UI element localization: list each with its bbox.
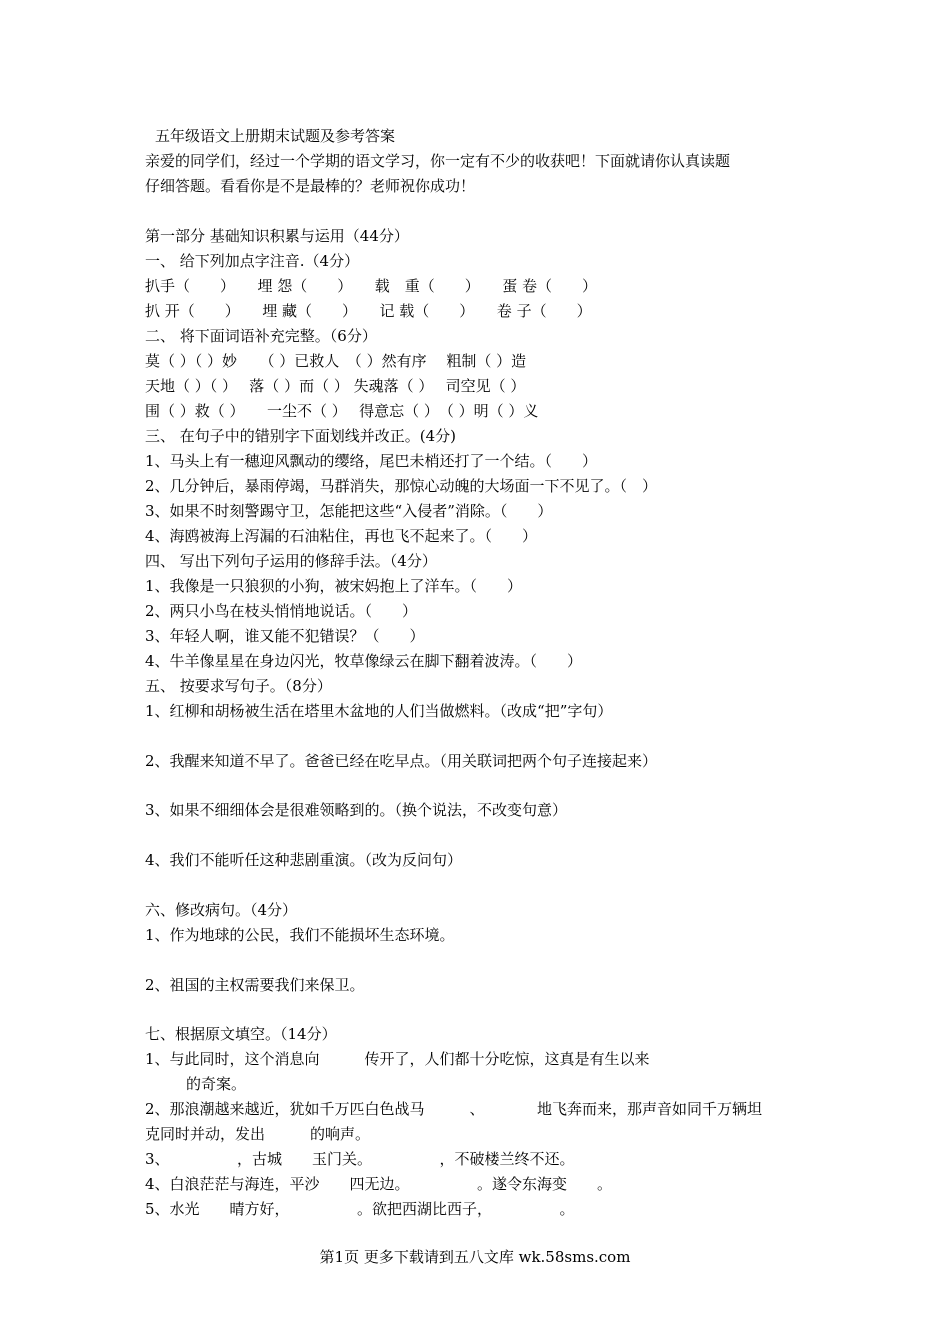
section7-line-5: 3、 ，古城 玉门关。 ，不破楼兰终不还。 xyxy=(145,1150,575,1168)
section5-item-2: 2、我醒来知道不早了。爸爸已经在吃早点。（用关联词把两个句子连接起来） xyxy=(145,752,658,770)
intro-line-1: 亲爱的同学们，经过一个学期的语文学习，你一定有不少的收获吧！下面就请你认真读题 xyxy=(145,152,731,170)
section5-item-1: 1、红柳和胡杨被生活在塔里木盆地的人们当做燃料。（改成“把”字句） xyxy=(145,702,613,720)
section6-heading: 六、修改病句。（4分） xyxy=(145,901,298,919)
section7-line-6: 4、白浪茫茫与海连，平沙 四无边。 。遂令东海变 。 xyxy=(145,1175,613,1193)
doc-title: 五年级语文上册期末试题及参考答案 xyxy=(155,127,396,145)
section2-row-1: 莫（ ）（ ）妙 （ ）已救人 （ ）然有序 粗制（ ）造 xyxy=(145,352,527,370)
section7-line-1: 1、与此同时，这个消息向 传开了，人们都十分吃惊，这真是有生以来 xyxy=(145,1050,650,1068)
part1-heading: 第一部分 基础知识积累与运用（44分） xyxy=(145,227,409,245)
section5-item-3: 3、如果不细细体会是很难领略到的。（换个说法，不改变句意） xyxy=(145,801,568,819)
section3-item-3: 3、如果不时刻警踢守卫，怎能把这些“入侵者”消除。（ ） xyxy=(145,502,553,520)
section4-item-2: 2、两只小鸟在枝头悄悄地说话。（ ） xyxy=(145,602,418,620)
section7-line-7: 5、水光 晴方好， 。欲把西湖比西子， 。 xyxy=(145,1200,575,1218)
section2-row-2: 天地（ ）（ ） 落（ ）而（ ） 失魂落（ ） 司空见（ ） xyxy=(145,377,526,395)
section7-heading: 七、根据原文填空。（14分） xyxy=(145,1025,337,1043)
section4-item-3: 3、年轻人啊，谁又能不犯错误？（ ） xyxy=(145,627,425,645)
section2-row-3: 围（ ）救（ ） 一尘不（ ） 得意忘（ ） （ ）明（ ）义 xyxy=(145,402,539,420)
section1-row-1: 扒手（ ） 埋 怨（ ） 载 重（ ） 蛋 卷（ ） xyxy=(145,277,598,295)
section4-item-1: 1、我像是一只狼狈的小狗，被宋妈抱上了洋车。（ ） xyxy=(145,577,523,595)
section1-heading: 一、 给下列加点字注音.（4分） xyxy=(145,252,360,270)
section7-line-2: 的奇案。 xyxy=(186,1075,247,1093)
section3-heading: 三、 在句子中的错别字下面划线并改正。(4分) xyxy=(145,427,457,445)
section1-row-2: 扒 开（ ） 埋 藏（ ） 记 载（ ） 卷 子（ ） xyxy=(145,302,592,320)
section7-line-3: 2、那浪潮越来越近，犹如千万匹白色战马 、 地飞奔而来，那声音如同千万辆坦 xyxy=(145,1100,763,1118)
section7-line-4: 克同时并动，发出 的响声。 xyxy=(145,1125,371,1143)
section3-item-4: 4、海鸥被海上泻漏的石油粘住，再也飞不起来了。（ ） xyxy=(145,527,538,545)
section3-item-1: 1、马头上有一穗迎风飘动的缨络，尾巴未梢还打了一个结。（ ） xyxy=(145,452,598,470)
section5-heading: 五、 按要求写句子。（8分） xyxy=(145,677,332,695)
section6-item-1: 1、作为地球的公民，我们不能损坏生态环境。 xyxy=(145,926,455,944)
page-footer: 第1页 更多下载请到五八文库 wk.58sms.com xyxy=(319,1248,631,1266)
section2-heading: 二、 将下面词语补充完整。（6分） xyxy=(145,327,377,345)
section6-item-2: 2、祖国的主权需要我们来保卫。 xyxy=(145,976,365,994)
section3-item-2: 2、几分钟后，暴雨停竭，马群消失，那惊心动魄的大场面一下不见了。（ ） xyxy=(145,477,658,495)
section4-item-4: 4、牛羊像星星在身边闪光，牧草像绿云在脚下翻着波涛。（ ） xyxy=(145,652,583,670)
section4-heading: 四、 写出下列句子运用的修辞手法。（4分） xyxy=(145,552,437,570)
section5-item-4: 4、我们不能听任这种悲剧重演。（改为反问句） xyxy=(145,851,463,869)
intro-line-2: 仔细答题。看看你是不是最棒的？老师祝你成功！ xyxy=(145,177,476,195)
